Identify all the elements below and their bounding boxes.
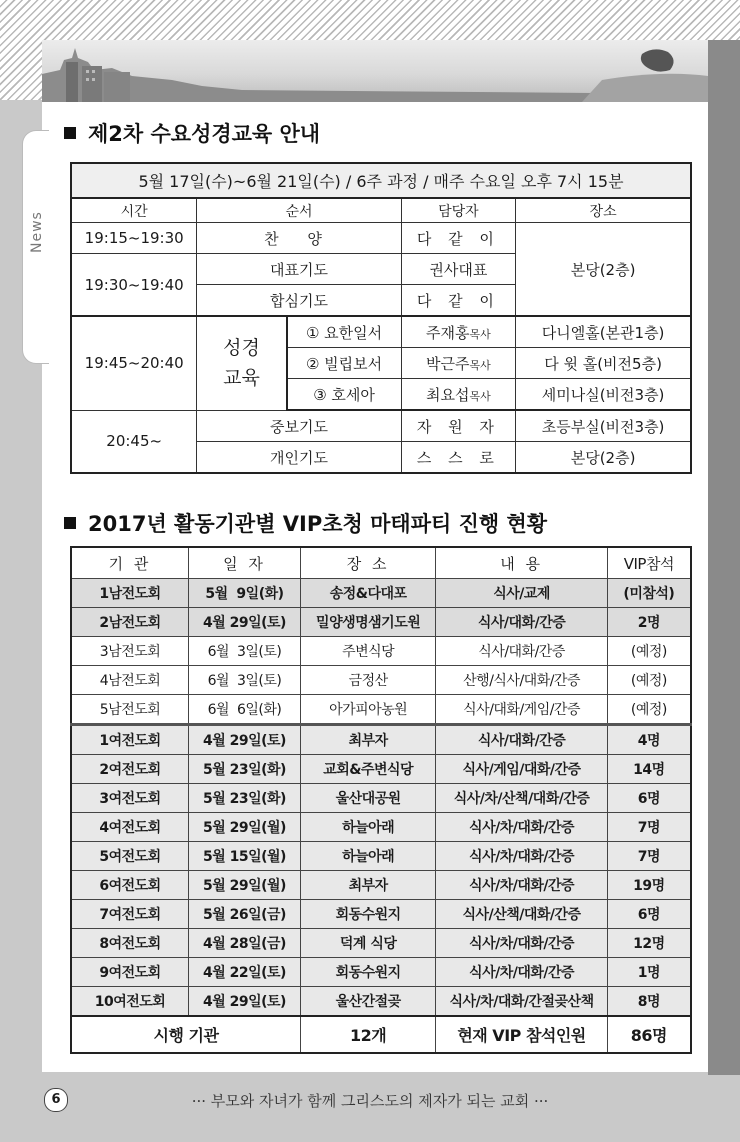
vip-cell: 19명 [607, 871, 691, 900]
org-cell: 4남전도회 [71, 666, 189, 695]
place-cell: 아가피아농원 [300, 695, 435, 725]
person-cell: 다 같 이 [401, 223, 516, 254]
vip-cell: (미참석) [607, 579, 691, 608]
date-cell: 6월 3일(토) [189, 666, 301, 695]
table-row [71, 987, 691, 1017]
vip-cell: 8명 [607, 987, 691, 1017]
book-cell: ② 빌립보서 [287, 348, 402, 379]
schedule-table [70, 162, 692, 474]
table-row [71, 608, 691, 637]
header-vip: VIP참석 [607, 547, 691, 579]
table-row [71, 637, 691, 666]
org-cell: 9여전도회 [71, 958, 189, 987]
place-cell: 울산대공원 [300, 784, 435, 813]
table-row [71, 929, 691, 958]
person-cell: 최요섭목사 [401, 379, 516, 411]
person-cell: 권사대표 [401, 254, 516, 285]
org-cell: 1여전도회 [71, 725, 189, 755]
content-cell: 식사/차/산책/대화/간증 [436, 784, 607, 813]
section1-title [64, 118, 320, 148]
table-row [71, 755, 691, 784]
time-cell: 20:45~ [71, 410, 197, 473]
header-org: 기 관 [71, 547, 189, 579]
vip-party-table [70, 546, 692, 1054]
place-cell: 교회&주변식당 [300, 755, 435, 784]
header-order: 순서 [197, 198, 401, 223]
vip-cell: 14명 [607, 755, 691, 784]
vip-cell: 6명 [607, 784, 691, 813]
vip-cell: (예정) [607, 637, 691, 666]
table-row [71, 871, 691, 900]
order-cell: 대표기도 [197, 254, 401, 285]
date-cell: 5월 9일(화) [189, 579, 301, 608]
content-cell: 식사/산책/대화/간증 [436, 900, 607, 929]
content-cell: 식사/차/대화/간증 [436, 813, 607, 842]
place-cell: 금정산 [300, 666, 435, 695]
footer-vip-total: 86명 [607, 1016, 691, 1053]
content-cell: 식사/차/대화/간증 [436, 958, 607, 987]
order-cell: 합심기도 [197, 285, 401, 317]
content-cell: 식사/차/대화/간절곶산책 [436, 987, 607, 1017]
order-cell: 찬 양 [197, 223, 401, 254]
place-cell: 본당(2층) [516, 442, 691, 474]
org-cell: 1남전도회 [71, 579, 189, 608]
header-date: 일 자 [189, 547, 301, 579]
vip-cell: 1명 [607, 958, 691, 987]
date-cell: 4월 22일(토) [189, 958, 301, 987]
vip-cell: (예정) [607, 666, 691, 695]
org-cell: 6여전도회 [71, 871, 189, 900]
content-cell: 식사/차/대화/간증 [436, 929, 607, 958]
vip-cell: 7명 [607, 813, 691, 842]
date-cell: 5월 29일(월) [189, 813, 301, 842]
org-cell: 10여전도회 [71, 987, 189, 1017]
org-cell: 7여전도회 [71, 900, 189, 929]
content-cell: 식사/교제 [436, 579, 607, 608]
vip-cell: 7명 [607, 842, 691, 871]
date-cell: 4월 29일(토) [189, 725, 301, 755]
schedule-date-line: 5월 17일(수)~6월 21일(수) / 6주 과정 / 매주 수요일 오후 7시 15분 [71, 163, 691, 198]
content-cell: 식사/대화/간증 [436, 608, 607, 637]
footer-org-count: 12개 [300, 1016, 435, 1053]
news-side-label: News [29, 211, 45, 253]
footer-motto: ··· 부모와 자녀가 함께 그리스도의 제자가 되는 교회 ··· [191, 1092, 549, 1110]
date-cell: 5월 23일(화) [189, 755, 301, 784]
page-edge-bar [708, 40, 740, 1075]
table-row [71, 958, 691, 987]
org-cell: 4여전도회 [71, 813, 189, 842]
header-time: 시간 [71, 198, 197, 223]
date-cell: 5월 29일(월) [189, 871, 301, 900]
org-cell: 8여전도회 [71, 929, 189, 958]
header-banner-photo [42, 40, 708, 102]
header-person: 담당자 [401, 198, 516, 223]
place-cell: 다 윗 홀(비전5층) [516, 348, 691, 379]
footer-org-label: 시행 기관 [71, 1016, 300, 1053]
org-cell: 3남전도회 [71, 637, 189, 666]
person-cell: 자 원 자 [401, 410, 516, 442]
order-cell: 중보기도 [197, 410, 401, 442]
date-cell: 4월 28일(금) [189, 929, 301, 958]
book-cell: ① 요한일서 [287, 316, 402, 348]
content-cell: 식사/대화/간증 [436, 725, 607, 755]
content-cell: 식사/차/대화/간증 [436, 871, 607, 900]
table-row [71, 579, 691, 608]
header-content: 내 용 [436, 547, 607, 579]
page-number: 6 [44, 1088, 68, 1112]
date-cell: 6월 3일(토) [189, 637, 301, 666]
header-place: 장소 [516, 198, 691, 223]
date-cell: 5월 15일(월) [189, 842, 301, 871]
bullet-square-icon [64, 517, 76, 529]
section1-title-text: 제2차 수요성경교육 안내 [88, 122, 321, 146]
date-cell: 6월 6일(화) [189, 695, 301, 725]
vip-cell: 2명 [607, 608, 691, 637]
time-cell: 19:15~19:30 [71, 223, 197, 254]
bullet-square-icon [64, 127, 76, 139]
bible-edu-label: 성경 교육 [197, 316, 287, 410]
person-cell: 주재홍목사 [401, 316, 516, 348]
place-cell: 회동수원지 [300, 958, 435, 987]
date-cell: 5월 23일(화) [189, 784, 301, 813]
place-cell: 주변식당 [300, 637, 435, 666]
header-place: 장 소 [300, 547, 435, 579]
vip-cell: 12명 [607, 929, 691, 958]
place-cell: 본당(2층) [516, 223, 691, 317]
org-cell: 2남전도회 [71, 608, 189, 637]
vip-cell: 6명 [607, 900, 691, 929]
city-skyline-illustration [42, 40, 708, 102]
place-cell: 회동수원지 [300, 900, 435, 929]
table-row [71, 784, 691, 813]
content-cell: 식사/차/대화/간증 [436, 842, 607, 871]
content-cell: 산행/식사/대화/간증 [436, 666, 607, 695]
content-cell: 식사/대화/게임/간증 [436, 695, 607, 725]
place-cell: 초등부실(비전3층) [516, 410, 691, 442]
vip-cell: (예정) [607, 695, 691, 725]
section2-title [64, 508, 547, 538]
person-cell: 박근주목사 [401, 348, 516, 379]
place-cell: 최부자 [300, 725, 435, 755]
content-cell: 식사/게임/대화/간증 [436, 755, 607, 784]
table-row [71, 842, 691, 871]
order-cell: 개인기도 [197, 442, 401, 474]
table-row [71, 725, 691, 755]
org-cell: 2여전도회 [71, 755, 189, 784]
table-row [71, 813, 691, 842]
table-row [71, 695, 691, 725]
org-cell: 5남전도회 [71, 695, 189, 725]
place-cell: 하늘아래 [300, 842, 435, 871]
org-cell: 5여전도회 [71, 842, 189, 871]
person-cell: 스 스 로 [401, 442, 516, 474]
time-cell: 19:30~19:40 [71, 254, 197, 317]
date-cell: 4월 29일(토) [189, 608, 301, 637]
place-cell: 최부자 [300, 871, 435, 900]
place-cell: 세미나실(비전3층) [516, 379, 691, 411]
place-cell: 덕계 식당 [300, 929, 435, 958]
footer-vip-label: 현재 VIP 참석인원 [436, 1016, 607, 1053]
place-cell: 울산간절곶 [300, 987, 435, 1017]
place-cell: 송정&다대포 [300, 579, 435, 608]
time-cell: 19:45~20:40 [71, 316, 197, 410]
place-cell: 다니엘홀(본관1층) [516, 316, 691, 348]
place-cell: 밀양생명샘기도원 [300, 608, 435, 637]
person-cell: 다 같 이 [401, 285, 516, 317]
section2-title-text: 2017년 활동기관별 VIP초청 마태파티 진행 현황 [88, 512, 548, 536]
place-cell: 하늘아래 [300, 813, 435, 842]
table-row [71, 666, 691, 695]
date-cell: 4월 29일(토) [189, 987, 301, 1017]
content-cell: 식사/대화/간증 [436, 637, 607, 666]
book-cell: ③ 호세아 [287, 379, 402, 411]
org-cell: 3여전도회 [71, 784, 189, 813]
vip-cell: 4명 [607, 725, 691, 755]
date-cell: 5월 26일(금) [189, 900, 301, 929]
table-row [71, 900, 691, 929]
